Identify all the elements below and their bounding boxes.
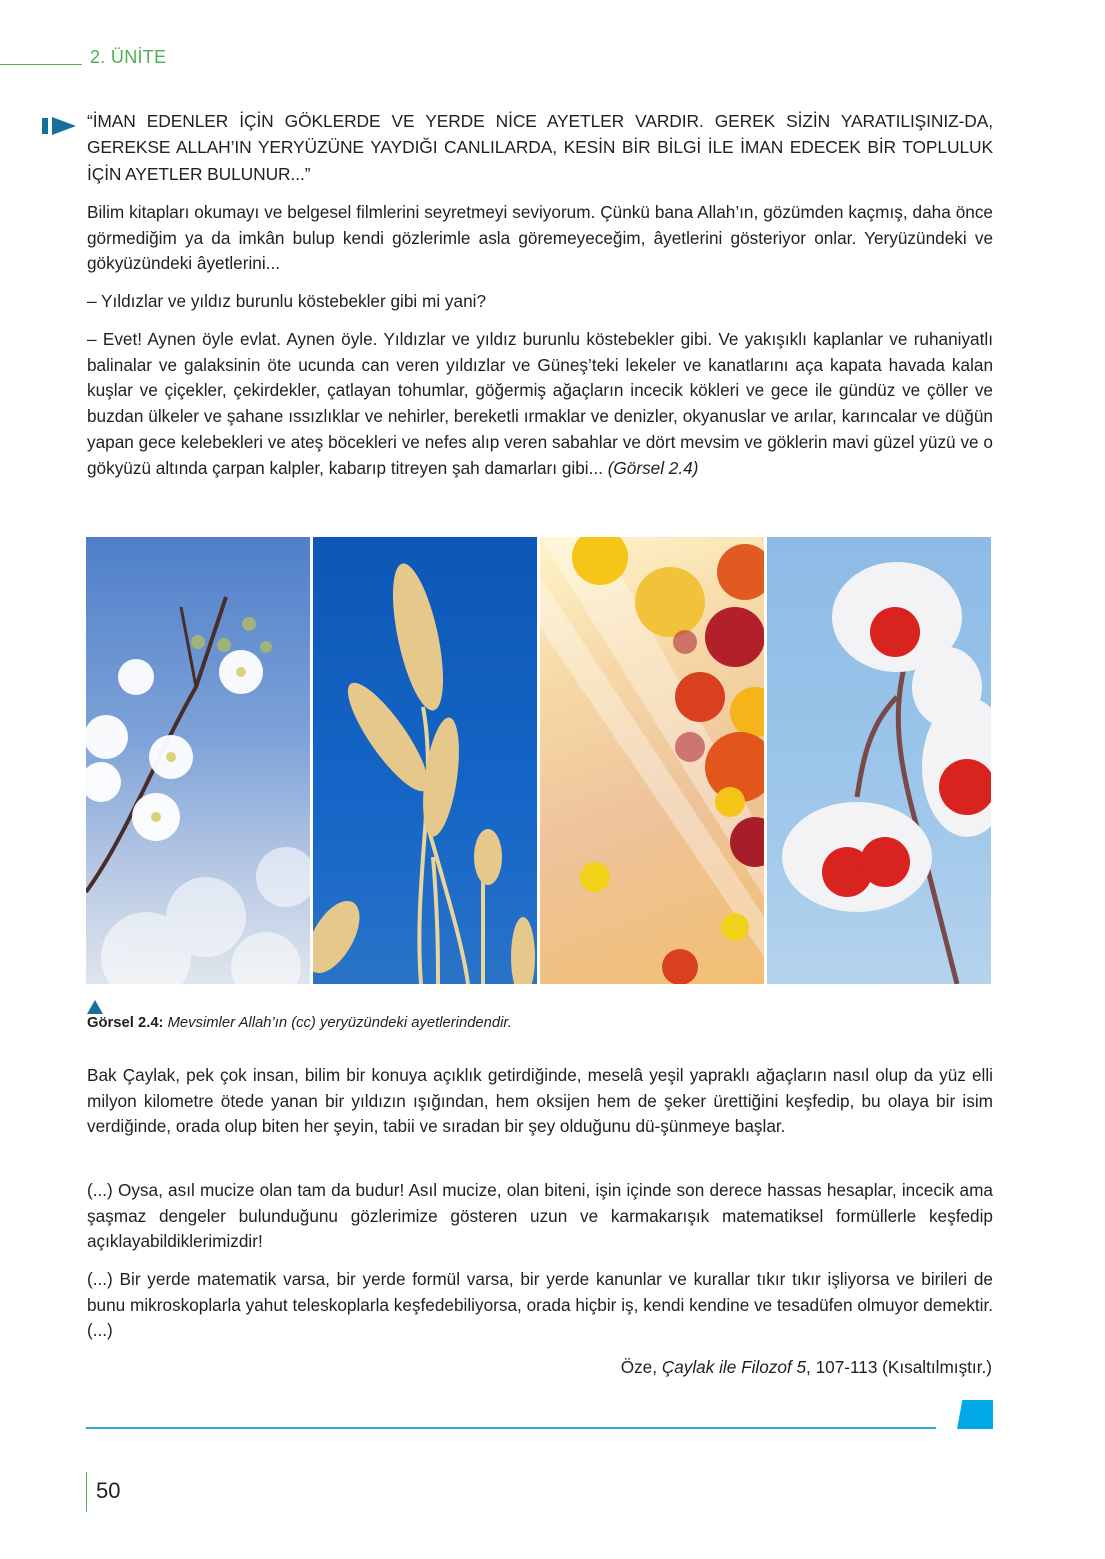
paragraph-mathematics-text: (...) Bir yerde matematik varsa, bir yerde formül varsa, bir yerde kanunlar ve kurallar tıkır tıkır işliyorsa ve birileri de bunu mikroskoplarla yahut teleskoplarla keşfedebiliyorsa, orada hiçbir iş, kendi kendine ve tesadüfen olmuyor demektir. (...)	[87, 1269, 993, 1341]
figure-caption	[87, 1015, 512, 1031]
cherry-blossom-illustration	[86, 537, 310, 984]
paragraph-caylak	[87, 1063, 993, 1140]
paragraph-intro	[87, 200, 993, 277]
summer-image	[313, 537, 537, 984]
frosted-berries-illustration	[767, 537, 991, 984]
autumn-image	[540, 537, 764, 984]
caption-label: Görsel 2.4:	[87, 1015, 164, 1031]
paragraph-miracle-text: (...) Oysa, asıl mucize olan tam da budur! Asıl mucize, olan biteni, işin içinde son derece hassas hesaplar, incecik ama şaşmaz dengeler bulunduğunu gözlerimize gösteren uzun ve karmakarışık matematiksel formüllerle keşfedip açıklayabildiklerimizdir!	[87, 1180, 993, 1252]
spring-image	[86, 537, 310, 984]
citation-pages: , 107-113 (Kısaltılmıştır.)	[806, 1357, 992, 1377]
caption-triangle-icon	[87, 1000, 103, 1014]
corner-accent-shape	[957, 1400, 993, 1429]
caption-text: Mevsimler Allah’ın (cc) yeryüzündeki ayetlerindendir.	[163, 1015, 512, 1031]
paragraph-mathematics	[87, 1267, 993, 1344]
citation-title: Çaylak ile Filozof 5	[661, 1357, 807, 1377]
winter-image	[767, 537, 991, 984]
dialog-question	[87, 289, 993, 315]
unit-header-line	[0, 64, 82, 65]
verse-quote-text: “İMAN EDENLER İÇİN GÖKLERDE VE YERDE NİCE AYETLER VARDIR. GEREK SİZİN YARATILIŞINIZ-DA, GEREKSE ALLAH’IN YERYÜZÜNE YAYDIĞI CANLILARDA, KESİN BİR BİLGİ İLE İMAN EDECEK BİR TOPLULUK İÇİN AYETLER BULUNUR...”	[87, 111, 993, 184]
paragraph-answer	[87, 327, 993, 481]
page-number-bar	[86, 1472, 87, 1512]
page-number: 50	[96, 1478, 121, 1503]
marker-bar	[42, 118, 48, 134]
bottom-divider	[86, 1427, 936, 1429]
seasons-image-strip	[86, 537, 991, 984]
dialog-question-text: – Yıldızlar ve yıldız burunlu köstebekler gibi mi yani?	[87, 291, 487, 311]
play-triangle-marker-icon	[42, 117, 78, 135]
unit-label: 2. ÜNİTE	[90, 47, 167, 67]
paragraph-answer-text	[87, 327, 993, 481]
verse-quote	[87, 108, 993, 187]
paragraph-answer-body: – Evet! Aynen öyle evlat. Aynen öyle. Yıldızlar ve yıldız burunlu köstebekler gibi. Ve yakışıklı kaplanlar ve ruhaniyatlı balinalar ve galaksinin öte ucunda can veren yıldızlar ve Güneş’teki lekeler ve kanatlarını açа kapata havada kalan kuşlar ve çiçekler, çekirdekler, çatlayan tohumlar, göğermiş ağaçların incecik kökleri ve gece ile gündüz ve çöller ve buzdan ülkeler ve şahane ıssızlıklar ve nehirler, bereketli ırmaklar ve denizler, okyanuslar ve arılar, karıncalar ve düğün yapan gece kelebekleri ve ateş böcekleri ve nefes alıp veren sabahlar ve dört mevsim ve göklerin mavi güzel yüzü ve o gökyüzü altında çarpan kalpler, kabarıp titreyen şah damarları gibi...	[87, 329, 993, 478]
marker-triangle	[52, 117, 76, 135]
source-citation	[621, 1357, 992, 1378]
paragraph-miracle	[87, 1178, 993, 1255]
autumn-leaves-illustration	[540, 537, 764, 984]
citation-author: Öze,	[620, 1357, 662, 1377]
wheat-illustration	[313, 537, 537, 984]
figure-reference: (Görsel 2.4)	[607, 457, 699, 478]
paragraph-intro-text: Bilim kitapları okumayı ve belgesel filmlerini seyretmeyi seviyorum. Çünkü bana Allah’ın, gözümden kaçmış, daha önce görmediğim ya da imkân bulup kendi gözlerimle asla göremeyeceğim, âyetlerini gösteriyor onlar. Yeryüzündeki ve gökyüzündeki âyetlerini...	[87, 202, 993, 274]
paragraph-caylak-text: Bak Çaylak, pek çok insan, bilim bir konuya açıklık getirdiğinde, meselâ yeşil yapraklı ağaçların nasıl olup da yüz elli milyon kilometre ötede yanan bir yıldızın ışığından, hem oksijen hem de şeker ürettiğini keşfedip, bu olaya bir isim verdiğinde, orada olup biten her şeyin, tabii ve sıradan bir şey olduğunu dü-şünmeye başlar.	[87, 1065, 993, 1137]
